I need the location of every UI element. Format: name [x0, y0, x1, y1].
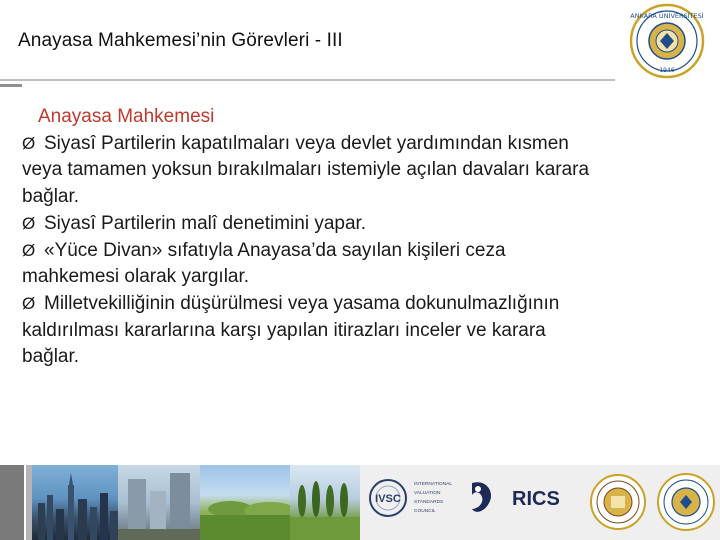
svg-text:1946: 1946 [659, 67, 675, 74]
svg-text:STANDARDS: STANDARDS [414, 500, 444, 505]
svg-text:COUNCIL: COUNCIL [414, 509, 436, 514]
arrow-bullet-icon: Ø [22, 213, 36, 233]
footer-accent-bar [0, 465, 24, 540]
bullet-2-line-1: Ø Siyasî Partilerin malî denetimini yapar. [22, 211, 702, 238]
svg-text:INTERNATIONAL: INTERNATIONAL [414, 482, 453, 487]
svg-text:VALUATION: VALUATION [414, 491, 441, 496]
university-seal-logo-small [658, 474, 714, 530]
office-buildings-photo [118, 465, 200, 540]
header-accent-bar [0, 84, 22, 87]
tree-row-photo [290, 465, 360, 540]
university-seal-logo [624, 3, 710, 79]
bullet-1-line-3: bağlar. [22, 186, 80, 208]
arrow-bullet-icon: Ø [22, 293, 36, 313]
svg-text:RICS: RICS [512, 488, 560, 510]
partner-logos [360, 465, 720, 540]
ivsc-logo [370, 480, 452, 516]
bullet-1-line-2: veya tamamen yoksun bırakılmaları istemiyle açılan davaları karara [22, 159, 590, 181]
bullet-4-line-1: Ø Milletvekilliğinin düşürülmesi veya yasama dokunulmazlığının [22, 291, 702, 318]
svg-text:IVSC: IVSC [375, 493, 401, 505]
svg-text:ANKARA ÜNİVERSİTESİ: ANKARA ÜNİVERSİTESİ [630, 12, 704, 20]
rics-logo [472, 482, 560, 512]
bullet-1-line-1: Ø Siyasî Partilerin kapatılmaları veya devlet yardımından kısmen [22, 131, 702, 158]
countryside-photo [200, 465, 290, 540]
city-skyline-photo [32, 465, 118, 540]
bullet-3-line-2: mahkemesi olarak yargılar. [22, 266, 250, 288]
bullet-4-line-3: bağlar. [22, 346, 80, 368]
bullet-3-line-1: Ø «Yüce Divan» sıfatıyla Anayasa’da sayılan kişileri ceza [22, 238, 702, 265]
bullet-4-line-2: kaldırılması kararlarına karşı yapılan itirazları inceler ve karara [22, 319, 546, 341]
footer-logo-strip [360, 465, 720, 540]
round-seal-logo [591, 475, 645, 529]
body-heading: Anayasa Mahkemesi [38, 106, 215, 127]
arrow-bullet-icon: Ø [22, 240, 36, 260]
header-divider [0, 79, 615, 81]
slide-title: Anayasa Mahkemesi’nin Görevleri - III [18, 30, 343, 51]
slide-body [22, 104, 702, 371]
arrow-bullet-icon: Ø [22, 133, 36, 153]
